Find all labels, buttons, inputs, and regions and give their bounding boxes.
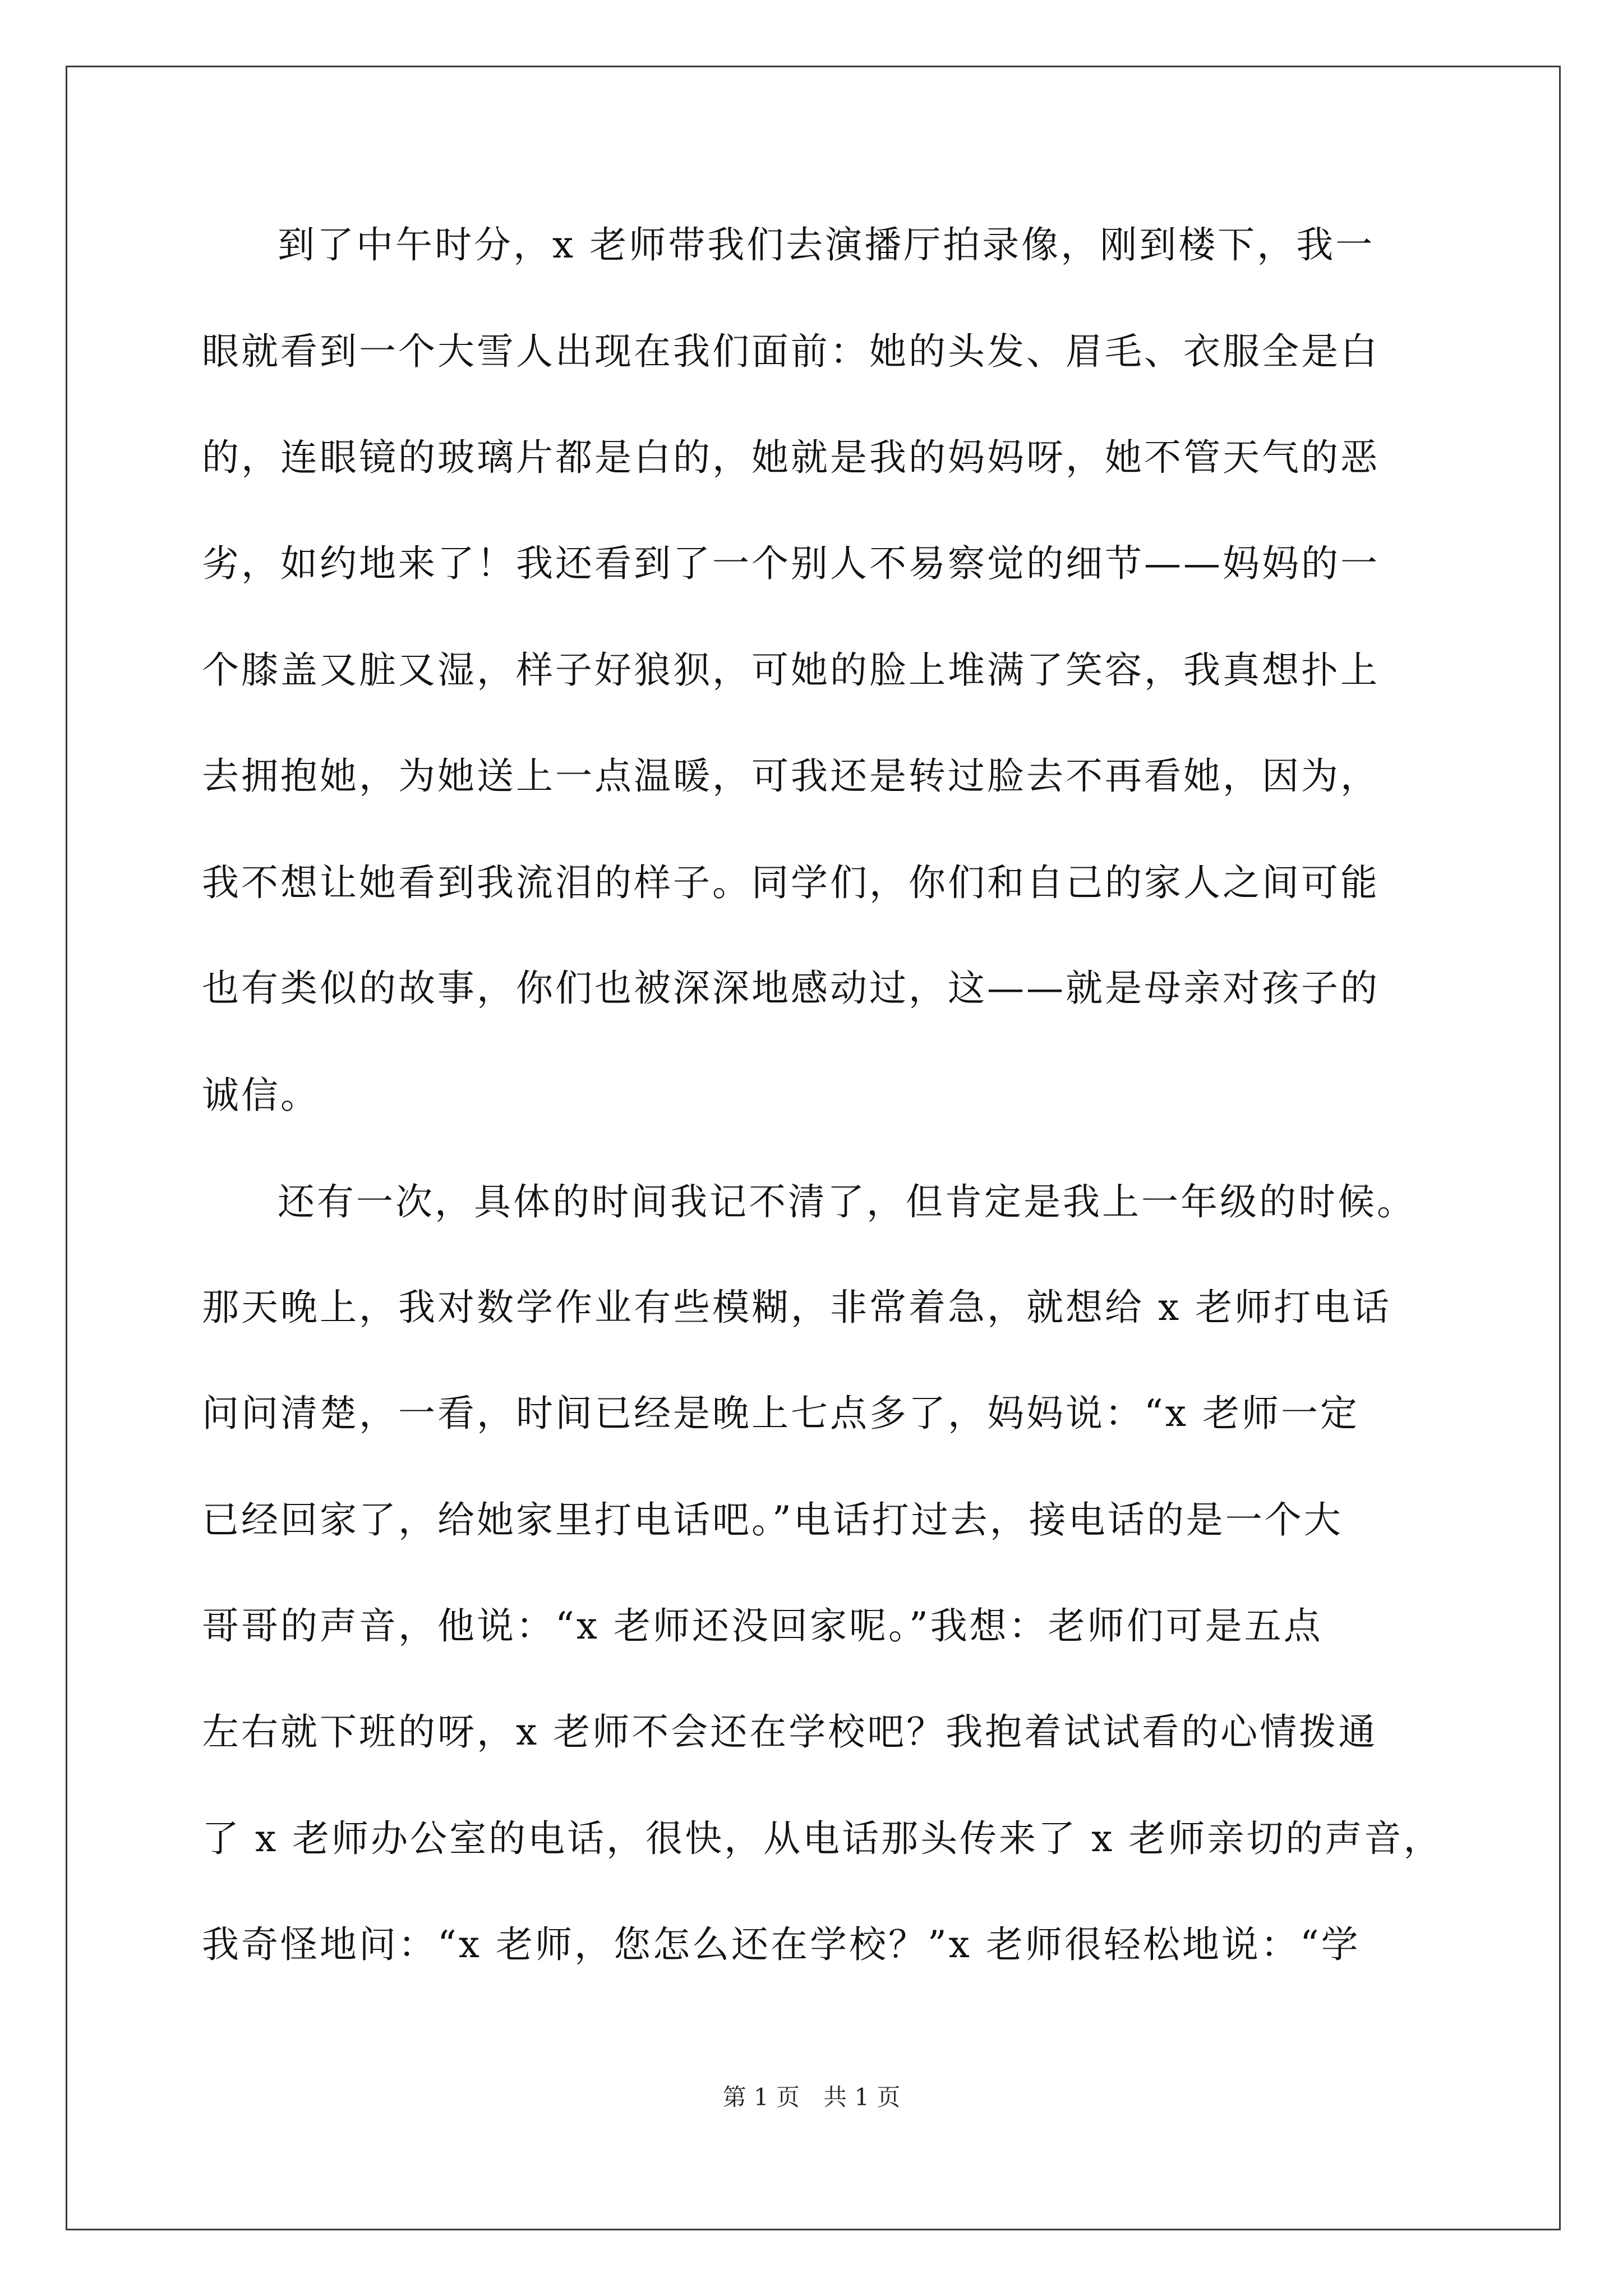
paragraph-line: 个膝盖又脏又湿，样子好狼狈，可她的脸上堆满了笑容，我真想扑上 — [202, 648, 1380, 692]
paragraph-line: 眼就看到一个大雪人出现在我们面前：她的头发、眉毛、衣服全是白 — [202, 330, 1380, 373]
paragraph-line: 了 x 老师办公室的电话，很快，从电话那头传来了 x 老师亲切的声音， — [202, 1817, 1443, 1860]
page-border — [66, 66, 1561, 2230]
page-number-footer: 第 1 页 共 1 页 — [722, 2083, 901, 2111]
paragraph-line: 诚信。 — [202, 1074, 320, 1117]
paragraph-line: 也有类似的故事，你们也被深深地感动过，这——就是母亲对孩子的 — [202, 967, 1380, 1010]
paragraph-line: 劣，如约地来了！我还看到了一个别人不易察觉的细节——妈妈的一 — [202, 542, 1380, 585]
paragraph-line: 我不想让她看到我流泪的样子。同学们，你们和自己的家人之间可能 — [202, 861, 1380, 904]
paragraph-line: 问问清楚，一看，时间已经是晚上七点多了，妈妈说：“x 老师一定 — [202, 1392, 1359, 1435]
paragraph-line: 还有一次，具体的时间我记不清了，但肯定是我上一年级的时候。 — [278, 1180, 1416, 1223]
paragraph-line: 的，连眼镜的玻璃片都是白的，她就是我的妈妈呀，她不管天气的恶 — [202, 436, 1380, 479]
paragraph-line: 到了中午时分，x 老师带我们去演播厅拍录像，刚到楼下，我一 — [278, 223, 1375, 266]
paragraph-line: 哥哥的声音，他说：“x 老师还没回家呢。”我想：老师们可是五点 — [202, 1604, 1323, 1648]
paragraph-line: 我奇怪地问：“x 老师，您怎么还在学校？”x 老师很轻松地说：“学 — [202, 1923, 1361, 1966]
paragraph-line: 去拥抱她，为她送上一点温暖，可我还是转过脸去不再看她，因为， — [202, 754, 1380, 798]
paragraph-line: 已经回家了，给她家里打电话吧。”电话打过去，接电话的是一个大 — [202, 1498, 1343, 1542]
paragraph-line: 左右就下班的呀，x 老师不会还在学校吧？我抱着试试看的心情拨通 — [202, 1710, 1378, 1754]
paragraph-line: 那天晚上，我对数学作业有些模糊，非常着急，就想给 x 老师打电话 — [202, 1286, 1392, 1329]
